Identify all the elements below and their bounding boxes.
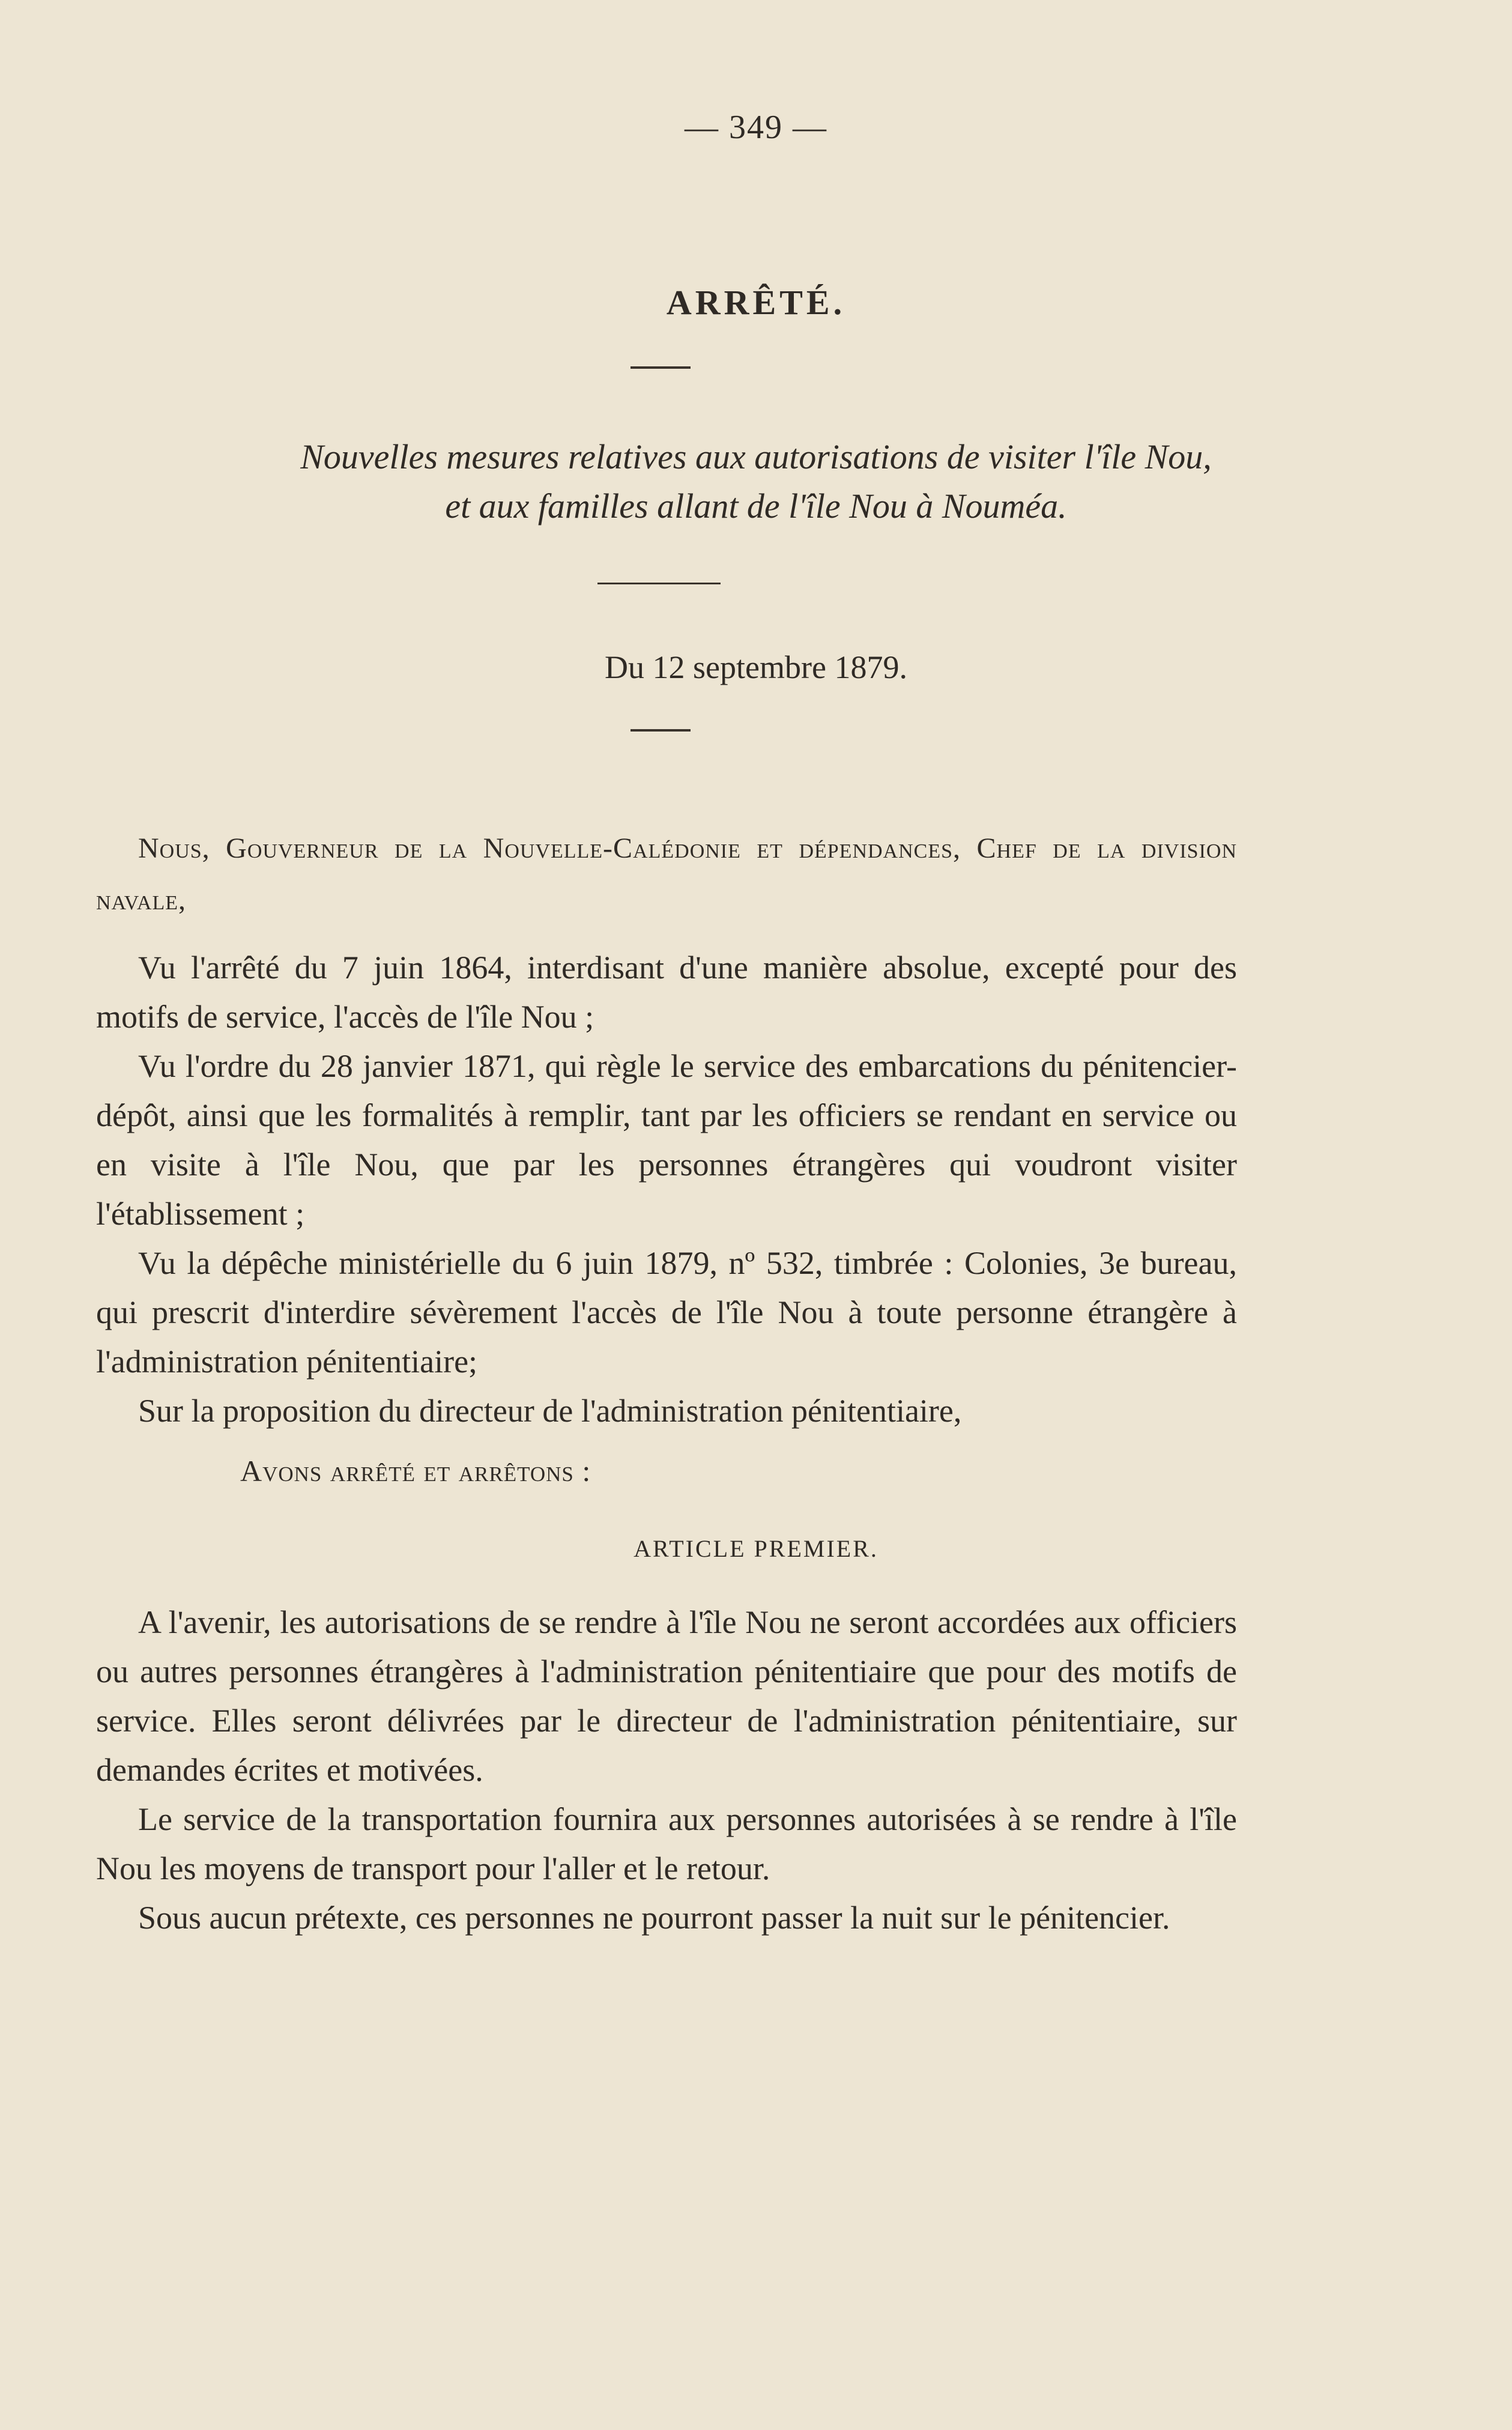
article-paragraph: Le service de la transportation fournira aux personnes autorisées à se rendre à l'île Nou les moyens de transport pour l'aller et le retour. xyxy=(96,1801,1237,1886)
decision-formula: Avons arrêté et arrêtons : xyxy=(240,1454,591,1488)
preamble xyxy=(96,823,1237,926)
title-divider xyxy=(631,366,691,369)
document-date: Du 12 septembre 1879. xyxy=(605,649,907,685)
considerant-paragraph: Vu l'ordre du 28 janvier 1871, qui règle le service des embarcations du pénitencier-dépôt, ainsi que les formalités à remplir, tant par les officiers se rendant en service ou en visite à l'île Nou, que par les personnes étrangères qui voudront visiter l'établissement ; xyxy=(96,1048,1237,1232)
subtitle-line-1: Nouvelles mesures relatives aux autorisations de visiter l'île Nou, xyxy=(300,437,1212,476)
preamble-text: Nous, Gouverneur de la Nouvelle-Calédonie et dépendances, Chef de la division navale, xyxy=(96,832,1237,916)
subtitle-line-2: et aux familles allant de l'île Nou à Nouméa. xyxy=(445,486,1067,526)
document-subtitle xyxy=(96,432,1416,531)
article-paragraph: Sous aucun prétexte, ces personnes ne pourront passer la nuit sur le pénitencier. xyxy=(138,1900,1170,1936)
document-title: ARRÊTÉ. xyxy=(666,283,846,322)
considerant-paragraph: Vu l'arrêté du 7 juin 1864, interdisant d'une manière absolue, excepté pour des motifs de service, l'accès de l'île Nou ; xyxy=(96,950,1237,1035)
subtitle-divider xyxy=(597,583,721,584)
article-body xyxy=(96,1598,1237,1942)
considerant-paragraph: Vu la dépêche ministérielle du 6 juin 1879, nº 532, timbrée : Colonies, 3e bureau, qui prescrit d'interdire sévèrement l'accès de l'île Nou à toute personne étrangère à l'administration pénitentiaire; xyxy=(96,1245,1237,1380)
date-divider xyxy=(631,729,691,732)
considerant-paragraph: Sur la proposition du directeur de l'administration pénitentiaire, xyxy=(138,1393,962,1429)
article-paragraph: A l'avenir, les autorisations de se rendre à l'île Nou ne seront accordées aux officiers ou autres personnes étrangères à l'administration pénitentiaire que pour des motifs de service. Elles seront délivrées par le directeur de l'administration pénitentiaire, sur demandes écrites et motivées. xyxy=(96,1604,1237,1788)
article-heading: ARTICLE PREMIER. xyxy=(634,1535,878,1562)
page-number: — 349 — xyxy=(685,109,827,146)
considerants xyxy=(96,943,1237,1435)
